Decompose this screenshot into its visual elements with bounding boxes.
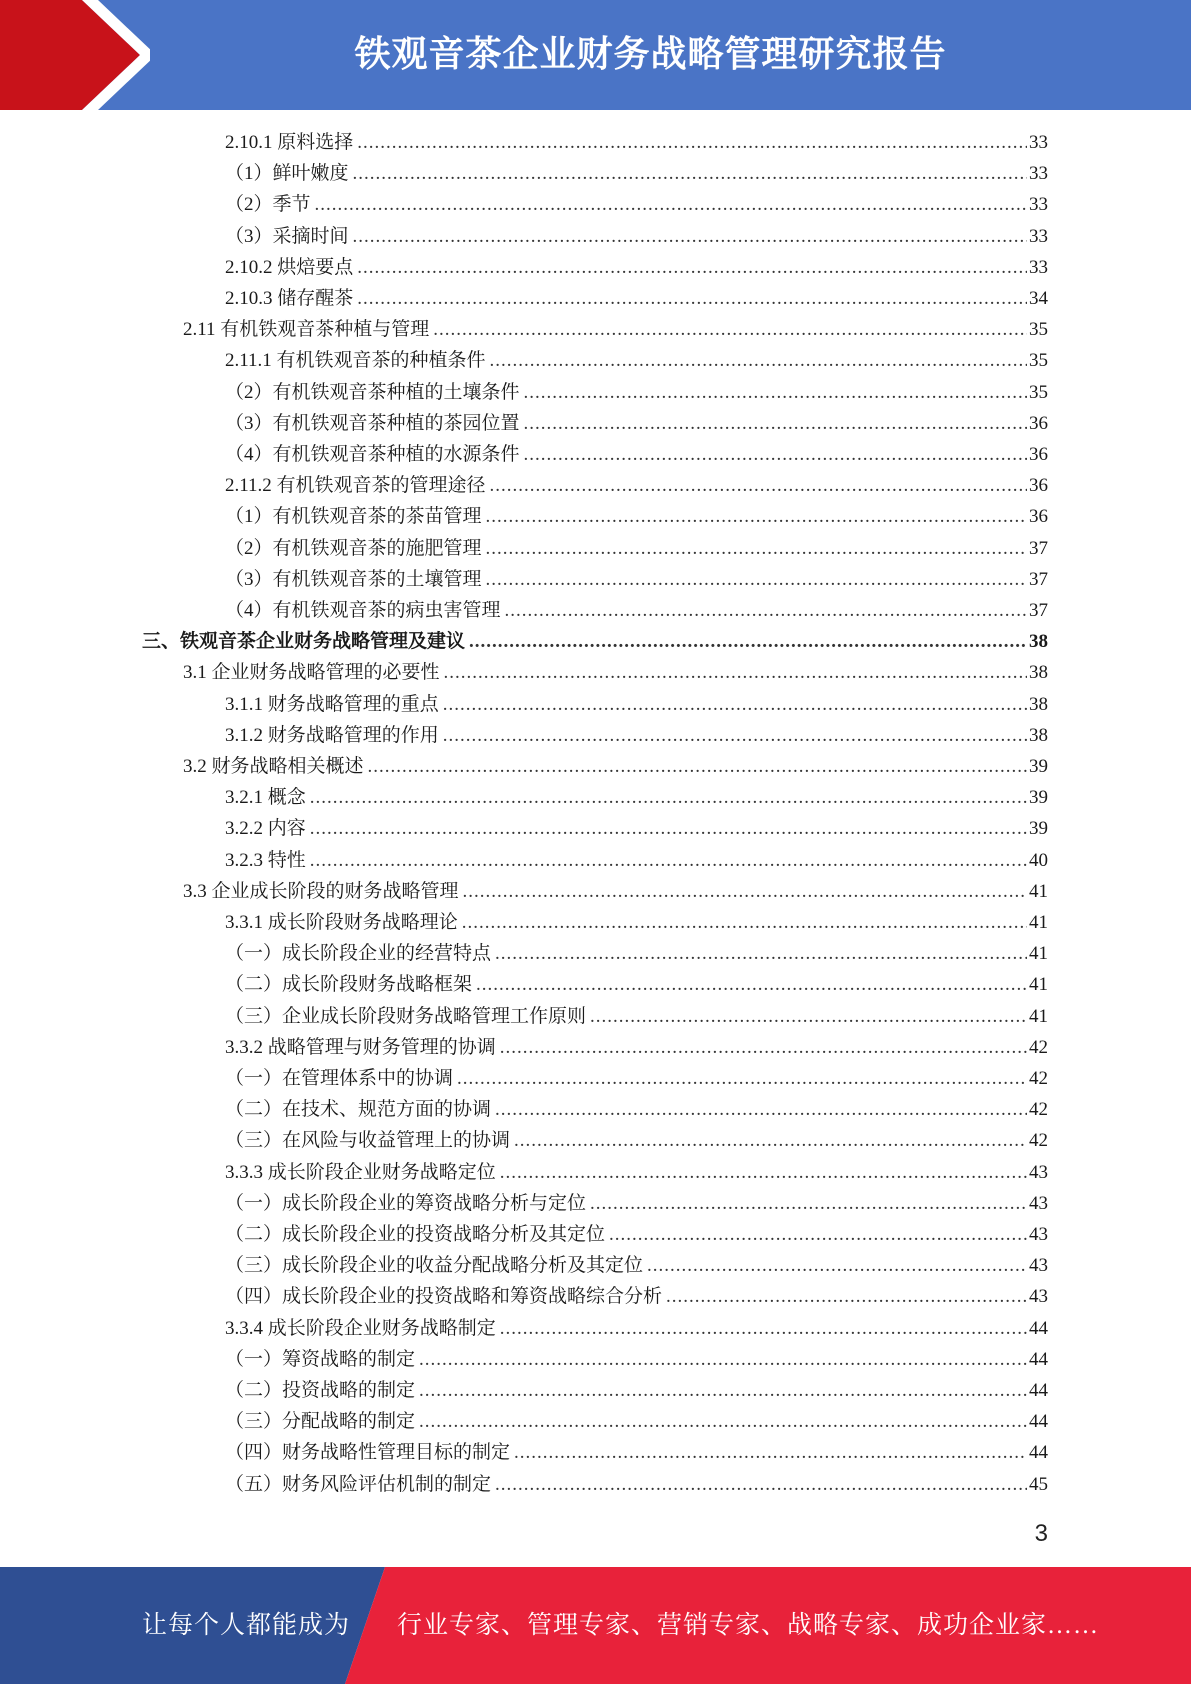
toc-entry-title: （二）在技术、规范方面的协调 (225, 1099, 492, 1121)
toc-entry-title: 3.3.2 战略管理与财务管理的协调 (225, 1036, 496, 1058)
toc-entry-title: 3.1.1 财务战略管理的重点 (225, 693, 439, 715)
toc-entry-title: （2）有机铁观音茶种植的土壤条件 (225, 381, 520, 403)
toc-entry[interactable] (225, 377, 1048, 408)
toc-entry-page: 42 (1029, 1130, 1048, 1152)
toc-dot-leader (469, 626, 1027, 657)
toc-entry-page: 41 (1029, 912, 1048, 933)
toc-entry-page: 36 (1029, 412, 1048, 434)
toc-entry[interactable] (225, 969, 1048, 1000)
toc-entry-title: （一）成长阶段企业的筹资战略分析与定位 (225, 1192, 587, 1214)
toc-entry[interactable] (142, 626, 1048, 657)
toc-entry-page: 33 (1029, 256, 1048, 278)
toc-entry-title: （三）在风险与收益管理上的协调 (225, 1130, 511, 1152)
toc-entry-page: 39 (1029, 756, 1048, 777)
toc-entry-page: 44 (1029, 1442, 1048, 1464)
toc-entry-title: 3.1.2 财务战略管理的作用 (225, 724, 439, 746)
toc-dot-leader (353, 221, 1027, 252)
toc-entry[interactable] (225, 1001, 1048, 1032)
toc-entry[interactable] (225, 1188, 1048, 1219)
toc-entry-title: （二）成长阶段企业的投资战略分析及其定位 (225, 1224, 606, 1245)
toc-dot-leader (443, 720, 1027, 751)
toc-dot-leader (500, 1032, 1027, 1063)
toc-entry-title: （1）有机铁观音茶的茶苗管理 (225, 506, 482, 528)
toc-entry[interactable] (225, 1125, 1048, 1156)
page-number: 3 (1034, 1520, 1048, 1547)
toc-dot-leader (476, 969, 1027, 1000)
toc-dot-leader (647, 1250, 1027, 1281)
toc-entry-title: （3）采摘时间 (225, 225, 349, 247)
toc-entry[interactable] (225, 345, 1048, 376)
toc-entry-page: 41 (1029, 1005, 1048, 1027)
toc-dot-leader (419, 1344, 1027, 1375)
toc-entry-title: 3.2.1 概念 (225, 787, 306, 809)
toc-entry-page: 43 (1029, 1192, 1048, 1214)
toc-entry[interactable] (225, 1157, 1048, 1188)
toc-dot-leader (500, 1313, 1027, 1344)
toc-entry-title: 3.3.3 成长阶段企业财务战略定位 (225, 1161, 496, 1183)
toc-entry[interactable] (225, 408, 1048, 439)
toc-entry-title: （4）有机铁观音茶种植的水源条件 (225, 444, 520, 465)
toc-entry-page: 33 (1029, 132, 1048, 153)
toc-entry[interactable] (225, 938, 1048, 969)
toc-entry-page: 40 (1029, 849, 1048, 871)
toc-entry[interactable] (225, 1469, 1048, 1500)
toc-entry[interactable] (225, 158, 1048, 189)
toc-entry[interactable] (225, 595, 1048, 626)
toc-entry[interactable] (225, 782, 1048, 813)
toc-entry-page: 37 (1029, 537, 1048, 559)
toc-entry-page: 38 (1029, 724, 1048, 746)
toc-entry-page: 44 (1029, 1317, 1048, 1339)
toc-entry-title: 2.11.1 有机铁观音茶的种植条件 (225, 350, 486, 372)
toc-entry-page: 37 (1029, 568, 1048, 590)
toc-entry-page: 42 (1029, 1099, 1048, 1121)
toc-dot-leader (486, 533, 1027, 564)
toc-dot-leader (357, 252, 1027, 283)
toc-dot-leader (310, 813, 1027, 844)
toc-dot-leader (524, 377, 1027, 408)
toc-entry-page: 43 (1029, 1224, 1048, 1245)
toc-entry-page: 33 (1029, 163, 1048, 185)
toc-entry-title: 3.3.4 成长阶段企业财务战略制定 (225, 1317, 496, 1339)
toc-entry[interactable] (225, 470, 1048, 501)
toc-entry-title: 2.10.3 储存醒茶 (225, 288, 354, 309)
toc-entry-page: 37 (1029, 600, 1048, 621)
toc-entry-title: （一）成长阶段企业的经营特点 (225, 943, 492, 965)
toc-dot-leader (357, 127, 1027, 158)
toc-dot-leader (315, 189, 1027, 220)
toc-entry[interactable] (225, 283, 1048, 314)
toc-entry-title: 2.11 有机铁观音茶种植与管理 (183, 319, 430, 341)
toc-entry-page: 34 (1029, 288, 1048, 309)
header-chevron-decoration (70, 0, 150, 110)
toc-dot-leader (490, 470, 1027, 501)
toc-entry-page: 35 (1029, 350, 1048, 372)
toc-entry[interactable] (183, 657, 1048, 688)
toc-entry-title: （三）成长阶段企业的收益分配战略分析及其定位 (225, 1255, 644, 1277)
toc-entry-title: 3.3.1 成长阶段财务战略理论 (225, 912, 458, 933)
toc-entry-page: 45 (1029, 1473, 1048, 1495)
toc-dot-leader (609, 1219, 1027, 1250)
toc-entry-title: 2.10.2 烘焙要点 (225, 256, 354, 278)
toc-entry-title: 3.3 企业成长阶段的财务战略管理 (183, 880, 459, 902)
page-footer (0, 1567, 1191, 1684)
toc-entry[interactable] (225, 813, 1048, 844)
toc-dot-leader (457, 1063, 1027, 1094)
toc-entry-page: 35 (1029, 319, 1048, 341)
toc-entry[interactable] (225, 533, 1048, 564)
footer-slogan-left: 让每个人都能成为 (142, 1612, 351, 1639)
toc-entry[interactable] (225, 439, 1048, 470)
toc-entry-title: 3.2 财务战略相关概述 (183, 756, 364, 777)
toc-entry-page: 38 (1029, 693, 1048, 715)
toc-entry-title: 2.10.1 原料选择 (225, 132, 354, 153)
toc-dot-leader (495, 1469, 1027, 1500)
footer-slogan-right: 行业专家、管理专家、营销专家、战略专家、成功企业家…… (397, 1612, 1100, 1639)
toc-dot-leader (462, 907, 1027, 938)
toc-entry-title: 2.11.2 有机铁观音茶的管理途径 (225, 475, 486, 497)
toc-entry[interactable] (225, 1437, 1048, 1468)
toc-dot-leader (486, 564, 1027, 595)
toc-entry[interactable] (225, 1375, 1048, 1406)
toc-entry-page: 44 (1029, 1380, 1048, 1401)
toc-entry-page: 39 (1029, 787, 1048, 809)
toc-entry-page: 35 (1029, 381, 1048, 403)
toc-dot-leader (524, 408, 1027, 439)
toc-dot-leader (490, 345, 1027, 376)
toc-entry[interactable] (225, 907, 1048, 938)
toc-entry-title: （2）季节 (225, 194, 311, 216)
toc-entry[interactable] (225, 221, 1048, 252)
toc-entry[interactable] (183, 751, 1048, 782)
toc-entry-page: 33 (1029, 194, 1048, 216)
toc-dot-leader (590, 1001, 1027, 1032)
toc-entry-page: 42 (1029, 1068, 1048, 1089)
toc-entry[interactable] (225, 564, 1048, 595)
toc-entry[interactable] (225, 1344, 1048, 1375)
toc-entry[interactable] (183, 314, 1048, 345)
toc-entry-page: 42 (1029, 1036, 1048, 1058)
toc-entry-page: 41 (1029, 974, 1048, 996)
toc-entry-title: 三、铁观音茶企业财务战略管理及建议 (142, 631, 466, 653)
toc-entry[interactable] (225, 1313, 1048, 1344)
toc-entry-page: 43 (1029, 1161, 1048, 1183)
toc-dot-leader (500, 1157, 1027, 1188)
toc-dot-leader (433, 314, 1027, 345)
toc-dot-leader (495, 1094, 1027, 1125)
toc-entry[interactable] (183, 876, 1048, 907)
toc-entry-page: 38 (1029, 631, 1048, 653)
toc-dot-leader (666, 1281, 1027, 1312)
toc-entry[interactable] (225, 1219, 1048, 1250)
toc-dot-leader (444, 657, 1027, 688)
toc-entry-title: （四）财务战略性管理目标的制定 (225, 1442, 511, 1464)
toc-dot-leader (486, 501, 1027, 532)
toc-entry-title: （二）投资战略的制定 (225, 1380, 416, 1401)
toc-dot-leader (495, 938, 1027, 969)
toc-entry-page: 43 (1029, 1286, 1048, 1308)
toc-dot-leader (443, 689, 1027, 720)
toc-entry-title: （一）筹资战略的制定 (225, 1348, 416, 1370)
toc-entry-page: 41 (1029, 880, 1048, 902)
toc-entry-title: 3.2.3 特性 (225, 849, 306, 871)
toc-entry[interactable] (225, 845, 1048, 876)
toc-entry-title: （三）企业成长阶段财务战略管理工作原则 (225, 1005, 587, 1027)
toc-entry[interactable] (225, 1094, 1048, 1125)
toc-entry-title: （五）财务风险评估机制的制定 (225, 1473, 492, 1495)
toc-entry[interactable] (225, 1063, 1048, 1094)
toc-entry[interactable] (225, 689, 1048, 720)
toc-entry[interactable] (225, 1281, 1048, 1312)
toc-entry-title: （二）成长阶段财务战略框架 (225, 974, 473, 996)
toc-dot-leader (353, 158, 1027, 189)
toc-entry-page: 36 (1029, 475, 1048, 497)
toc-entry[interactable] (225, 189, 1048, 220)
toc-entry-page: 36 (1029, 444, 1048, 465)
toc-entry-title: （3）有机铁观音茶的土壤管理 (225, 568, 482, 590)
toc-entry-page: 33 (1029, 225, 1048, 247)
toc-dot-leader (368, 751, 1027, 782)
toc-entry[interactable] (225, 501, 1048, 532)
toc-entry-title: （四）成长阶段企业的投资战略和筹资战略综合分析 (225, 1286, 663, 1308)
toc-entry-title: 3.2.2 内容 (225, 818, 306, 840)
toc-entry[interactable] (225, 1250, 1048, 1281)
toc-dot-leader (310, 782, 1027, 813)
toc-entry-page: 41 (1029, 943, 1048, 965)
toc-dot-leader (419, 1406, 1027, 1437)
page-header (0, 0, 1191, 110)
toc-dot-leader (419, 1375, 1027, 1406)
toc-dot-leader (590, 1188, 1027, 1219)
toc-entry[interactable] (225, 1032, 1048, 1063)
toc-entry-page: 36 (1029, 506, 1048, 528)
toc-entry[interactable] (225, 252, 1048, 283)
toc-dot-leader (514, 1437, 1027, 1468)
toc-entry-title: （1）鲜叶嫩度 (225, 163, 349, 185)
toc-entry-page: 44 (1029, 1411, 1048, 1433)
toc-entry-page: 43 (1029, 1255, 1048, 1277)
toc-dot-leader (463, 876, 1027, 907)
toc-entry-title: （三）分配战略的制定 (225, 1411, 416, 1433)
toc-dot-leader (505, 595, 1027, 626)
toc-entry-title: （3）有机铁观音茶种植的茶园位置 (225, 412, 520, 434)
toc-entry-page: 38 (1029, 662, 1048, 684)
toc-entry[interactable] (225, 720, 1048, 751)
toc-dot-leader (524, 439, 1027, 470)
toc-entry-title: （2）有机铁观音茶的施肥管理 (225, 537, 482, 559)
toc-entry[interactable] (225, 1406, 1048, 1437)
header-red-block (0, 0, 70, 110)
report-title: 铁观音茶企业财务战略管理研究报告 (354, 34, 947, 75)
toc-dot-leader (357, 283, 1027, 314)
toc-dot-leader (310, 845, 1027, 876)
toc-entry[interactable] (225, 127, 1048, 158)
toc-entry-page: 39 (1029, 818, 1048, 840)
toc-dot-leader (514, 1125, 1027, 1156)
toc-entry-title: （4）有机铁观音茶的病虫害管理 (225, 600, 501, 621)
toc-entry-page: 44 (1029, 1348, 1048, 1370)
toc-entry-title: 3.1 企业财务战略管理的必要性 (183, 662, 440, 684)
toc-entry-title: （一）在管理体系中的协调 (225, 1068, 454, 1089)
